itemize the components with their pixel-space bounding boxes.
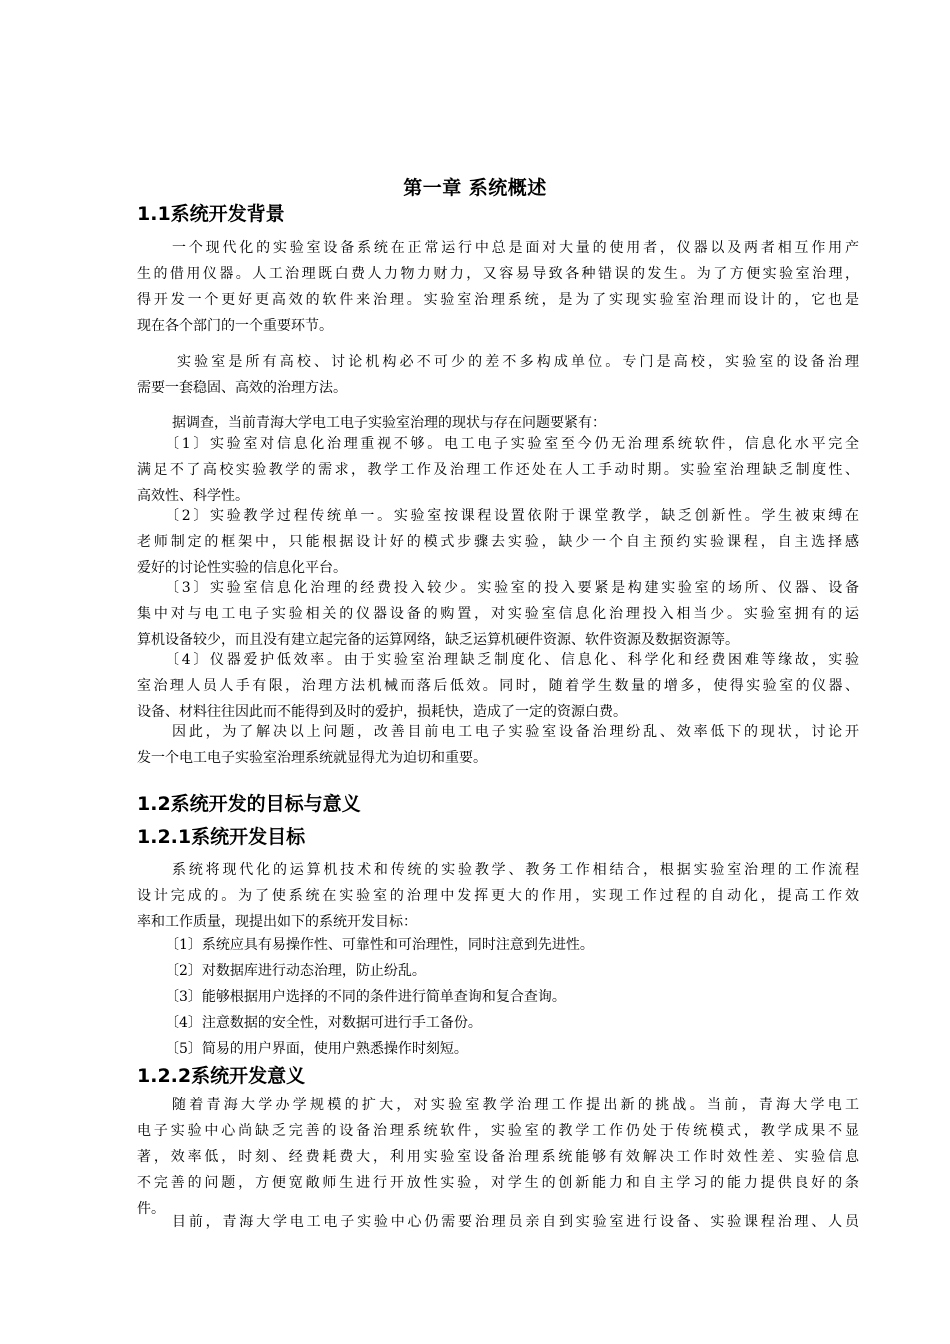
paragraph-conclusion	[137, 719, 859, 771]
text-line: 得开发一个更好更高效的软件来治理。实验室治理系统，是为了实现实验室治理而设计的，它也是	[137, 292, 859, 308]
text-line: 老师制定的框架中，只能根据设计好的模式步骤去实验，缺少一个自主预约实验课程，自主选择感	[137, 534, 859, 550]
text-line: 率和工作质量，现提出如下的系统开发目标：	[137, 914, 417, 930]
text-line: 〔4〕仪器爱护低效率。由于实验室治理缺乏制度化、信息化、科学化和经费困难等缘故，实验	[165, 652, 859, 668]
text-line: 一个现代化的实验室设备系统在正常运行中总是面对大量的使用者，仪器以及两者相互作用产	[172, 240, 859, 256]
text-line: 发一个电工电子实验室治理系统就显得尤为迫切和重要。	[137, 750, 487, 766]
text-line: 实验室是所有高校、讨论机构必不可少的差不多构成单位。专门是高校，实验室的设备治理	[177, 354, 859, 370]
text-line: 满足不了高校实验教学的需求，教学工作及治理工作还处在人工手动时期。实验室治理缺乏制度性、	[137, 462, 859, 478]
text-line: 系统将现代化的运算机技术和传统的实验教学、教务工作相结合，根据实验室治理的工作流程	[172, 862, 859, 878]
paragraph-problem-4	[137, 647, 859, 725]
text-line: 据调查，当前青海大学电工电子实验室治理的现状与存在问题要紧有：	[172, 415, 606, 431]
text-line: 目前，青海大学电工电子实验中心仍需要治理员亲自到实验室进行设备、实验课程治理、人员	[172, 1214, 859, 1230]
list-item: 〔2〕对数据库进行动态治理，防止纷乱。	[165, 963, 426, 979]
text-line: 不完善的问题，方便宽敞师生进行开放性实验，对学生的创新能力和自主学习的能力提供良好的条	[137, 1175, 859, 1191]
paragraph-problem-1	[137, 431, 859, 509]
paragraph-background-1	[137, 235, 859, 339]
text-line: 因此，为了解决以上问题，改善目前电工电子实验室设备治理纷乱、效率低下的现状，讨论开	[172, 724, 859, 740]
text-line: 室治理人员人手有限，治理方法机械而落后低效。同时，随着学生数量的增多，使得实验室的仪器、	[137, 678, 859, 694]
text-line: 集中对与电工电子实验相关的仪器设备的购置，对实验室信息化治理投入相当少。实验室拥有的运	[137, 606, 859, 622]
list-item: 〔5〕简易的用户界面，使用户熟悉操作时刻短。	[165, 1041, 468, 1057]
section-heading-1-2: 1.2系统开发的目标与意义	[137, 793, 361, 815]
section-heading-1-1: 1.1系统开发背景	[137, 203, 285, 225]
chapter-title: 第一章 系统概述	[403, 177, 547, 199]
text-line: 设计完成的。为了使系统在实验室的治理中发挥更大的作用，实现工作过程的自动化，提高工作效	[137, 888, 859, 904]
paragraph-goals-intro	[137, 857, 859, 935]
list-item: 〔4〕注意数据的安全性，对数据可进行手工备份。	[165, 1015, 482, 1031]
text-line: 〔2〕实验教学过程传统单一。实验室按课程设置依附于课堂教学，缺乏创新性。学生被束缚在	[165, 508, 859, 524]
text-line: 爱好的讨论性实验的信息化平台。	[137, 560, 347, 576]
list-item: 〔1〕系统应具有易操作性、可靠性和可治理性，同时注意到先进性。	[165, 937, 594, 953]
paragraph-problem-2	[137, 503, 859, 581]
list-item: 〔3〕能够根据用户选择的不同的条件进行简单查询和复合查询。	[165, 989, 566, 1005]
text-line: 〔1〕实验室对信息化治理重视不够。电工电子实验室至今仍无治理系统软件，信息化水平完全	[165, 436, 859, 452]
paragraph-significance-2	[137, 1209, 859, 1235]
section-heading-1-2-2: 1.2.2系统开发意义	[137, 1065, 306, 1087]
text-line: 〔3〕实验室信息化治理的经费投入较少。实验室的投入要紧是构建实验室的场所、仪器、设备	[165, 580, 859, 596]
text-line: 生的借用仪器。人工治理既白费人力物力财力，又容易导致各种错误的发生。为了方便实验室治理，	[137, 266, 859, 282]
paragraph-background-2	[137, 349, 859, 401]
text-line: 随着青海大学办学规模的扩大，对实验室教学治理工作提出新的挑战。当前，青海大学电工	[172, 1097, 859, 1113]
text-line: 设备、材料往往因此而不能得到及时的爱护，损耗快，造成了一定的资源白费。	[137, 704, 627, 720]
section-heading-1-2-1: 1.2.1系统开发目标	[137, 826, 306, 848]
text-line: 件。	[137, 1201, 165, 1217]
text-line: 高效性、科学性。	[137, 488, 249, 504]
paragraph-problem-3	[137, 575, 859, 653]
paragraph-significance-1	[137, 1092, 859, 1222]
text-line: 电子实验中心尚缺乏完善的设备治理系统软件，实验室的教学工作仍处于传统模式，教学成果不显	[137, 1123, 859, 1139]
text-line: 算机设备较少，而且没有建立起完备的运算网络，缺乏运算机硬件资源、软件资源及数据资源等。	[137, 632, 739, 648]
text-line: 著，效率低，时刻、经费耗费大，利用实验室设备治理系统能够有效解决工作时效性差、实验信息	[137, 1149, 859, 1165]
text-line: 现在各个部门的一个重要环节。	[137, 318, 333, 334]
goals-list	[137, 932, 859, 1062]
text-line: 需要一套稳固、高效的治理方法。	[137, 380, 347, 396]
